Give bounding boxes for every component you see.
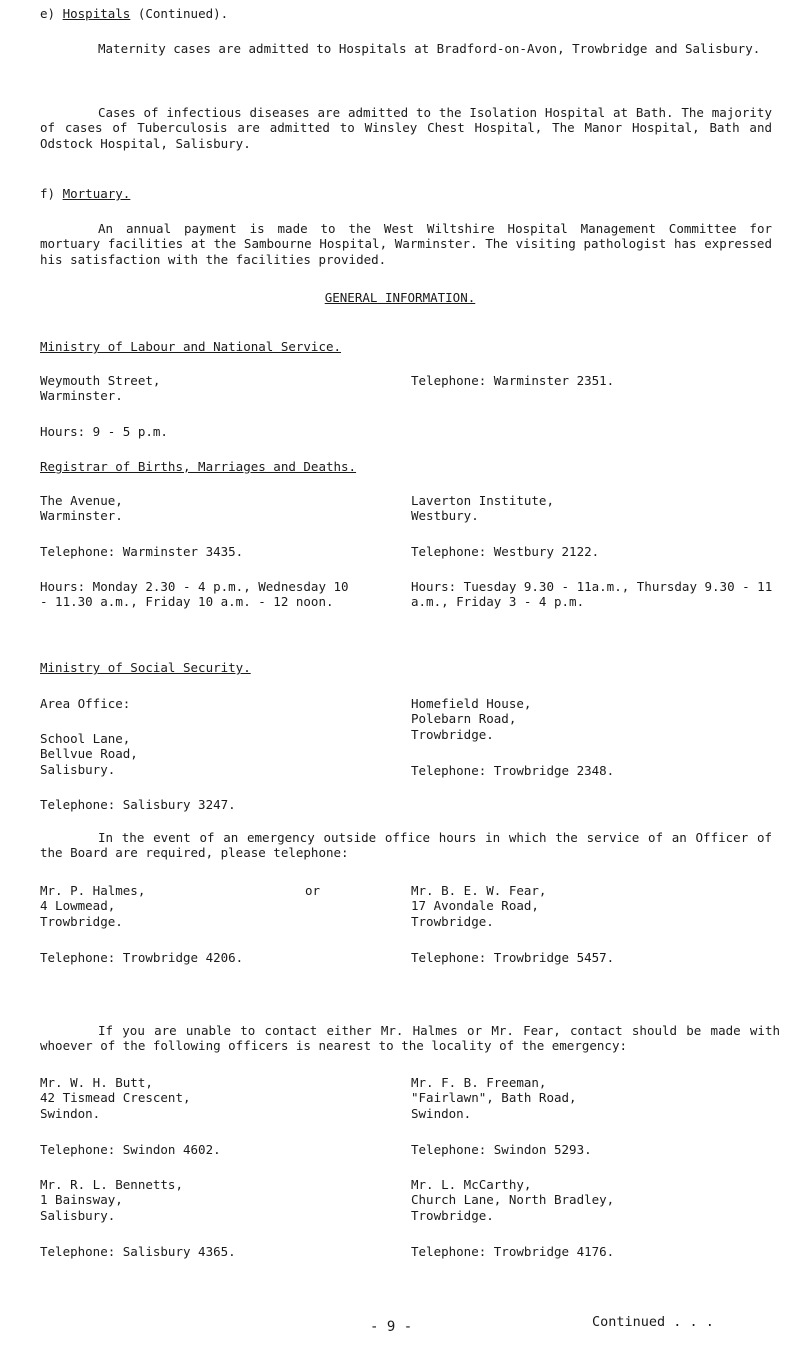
officer-bennetts-address: Mr. R. L. Bennetts, 1 Bainsway, Salisbury. [40, 1177, 183, 1223]
ministry-labour-heading: Ministry of Labour and National Service. [40, 339, 342, 354]
general-information-title-wrap [0, 290, 800, 305]
ministry-labour-hours: Hours: 9 - 5 p.m. [40, 424, 168, 439]
hospitals-paragraph-infectious: Cases of infectious diseases are admitted to the Isolation Hospital at Bath. The majority of cases of Tuberculosis are admitted to Winsley Chest Hospital, The Manor Hospital, Bath and Odstock Hospital, Salisbury. [40, 105, 772, 151]
officer-mccarthy-telephone: Telephone: Trowbridge 4176. [411, 1244, 615, 1259]
registrar-right-telephone: Telephone: Westbury 2122. [411, 544, 600, 559]
mortuary-paragraph: An annual payment is made to the West Wiltshire Hospital Management Committee for mortuary facilities at the Sambourne Hospital, Warminster. The visiting pathologist has expressed his satisfaction with the facilities provided. [40, 221, 772, 267]
registrar-right-address: Laverton Institute, Westbury. [411, 493, 554, 524]
emergency-contact-halmes: Mr. P. Halmes, 4 Lowmead, Trowbridge. [40, 883, 146, 929]
officer-bennetts-telephone: Telephone: Salisbury 4365. [40, 1244, 236, 1259]
ministry-labour-address: Weymouth Street, Warminster. [40, 373, 161, 404]
ministry-labour-telephone: Telephone: Warminster 2351. [411, 373, 615, 388]
emergency-paragraph: In the event of an emergency outside office hours in which the service of an Officer of the Board are required, please telephone: [40, 830, 772, 861]
mortuary-heading-prefix: f) [40, 186, 56, 201]
social-security-right-telephone: Telephone: Trowbridge 2348. [411, 763, 615, 778]
registrar-left-address: The Avenue, Warminster. [40, 493, 123, 524]
emergency-contact-halmes-telephone: Telephone: Trowbridge 4206. [40, 950, 244, 965]
emergency-contact-fear-telephone: Telephone: Trowbridge 5457. [411, 950, 615, 965]
registrar-heading: Registrar of Births, Marriages and Deaths. [40, 459, 357, 474]
emergency-officers-paragraph: If you are unable to contact either Mr. Halmes or Mr. Fear, contact should be made with whoever of the following officers is nearest to the locality of the emergency: [40, 1023, 780, 1054]
officer-butt-address: Mr. W. H. Butt, 42 Tismead Crescent, Swindon. [40, 1075, 191, 1121]
registrar-right-hours: Hours: Tuesday 9.30 - 11a.m., Thursday 9.30 - 11 a.m., Friday 3 - 4 p.m. [411, 579, 773, 610]
general-information-title: GENERAL INFORMATION. [324, 290, 476, 305]
mortuary-heading [40, 186, 130, 201]
hospitals-heading-title: Hospitals [62, 6, 131, 21]
hospitals-heading [40, 6, 228, 21]
officer-mccarthy-address: Mr. L. McCarthy, Church Lane, North Bradley, Trowbridge. [411, 1177, 615, 1223]
social-security-left-address: School Lane, Bellvue Road, Salisbury. [40, 731, 138, 777]
registrar-left-hours: Hours: Monday 2.30 - 4 p.m., Wednesday 10 - 11.30 a.m., Friday 10 a.m. - 12 noon. [40, 579, 349, 610]
officer-freeman-telephone: Telephone: Swindon 5293. [411, 1142, 592, 1157]
page-number: - 9 - [370, 1319, 413, 1335]
hospitals-heading-suffix: (Continued). [137, 6, 229, 21]
social-security-left-telephone: Telephone: Salisbury 3247. [40, 797, 236, 812]
emergency-or: or [305, 883, 321, 898]
continued-note: Continued . . . [592, 1314, 714, 1330]
social-security-heading: Ministry of Social Security. [40, 660, 251, 675]
hospitals-heading-prefix: e) [40, 6, 56, 21]
emergency-contact-fear: Mr. B. E. W. Fear, 17 Avondale Road, Trowbridge. [411, 883, 547, 929]
hospitals-paragraph-maternity: Maternity cases are admitted to Hospitals at Bradford-on-Avon, Trowbridge and Salisbury. [98, 41, 761, 56]
social-security-area-office-label: Area Office: [40, 696, 131, 711]
officer-butt-telephone: Telephone: Swindon 4602. [40, 1142, 221, 1157]
social-security-right-address: Homefield House, Polebarn Road, Trowbridge. [411, 696, 532, 742]
mortuary-heading-title: Mortuary. [62, 186, 131, 201]
registrar-left-telephone: Telephone: Warminster 3435. [40, 544, 244, 559]
officer-freeman-address: Mr. F. B. Freeman, "Fairlawn", Bath Road, Swindon. [411, 1075, 577, 1121]
